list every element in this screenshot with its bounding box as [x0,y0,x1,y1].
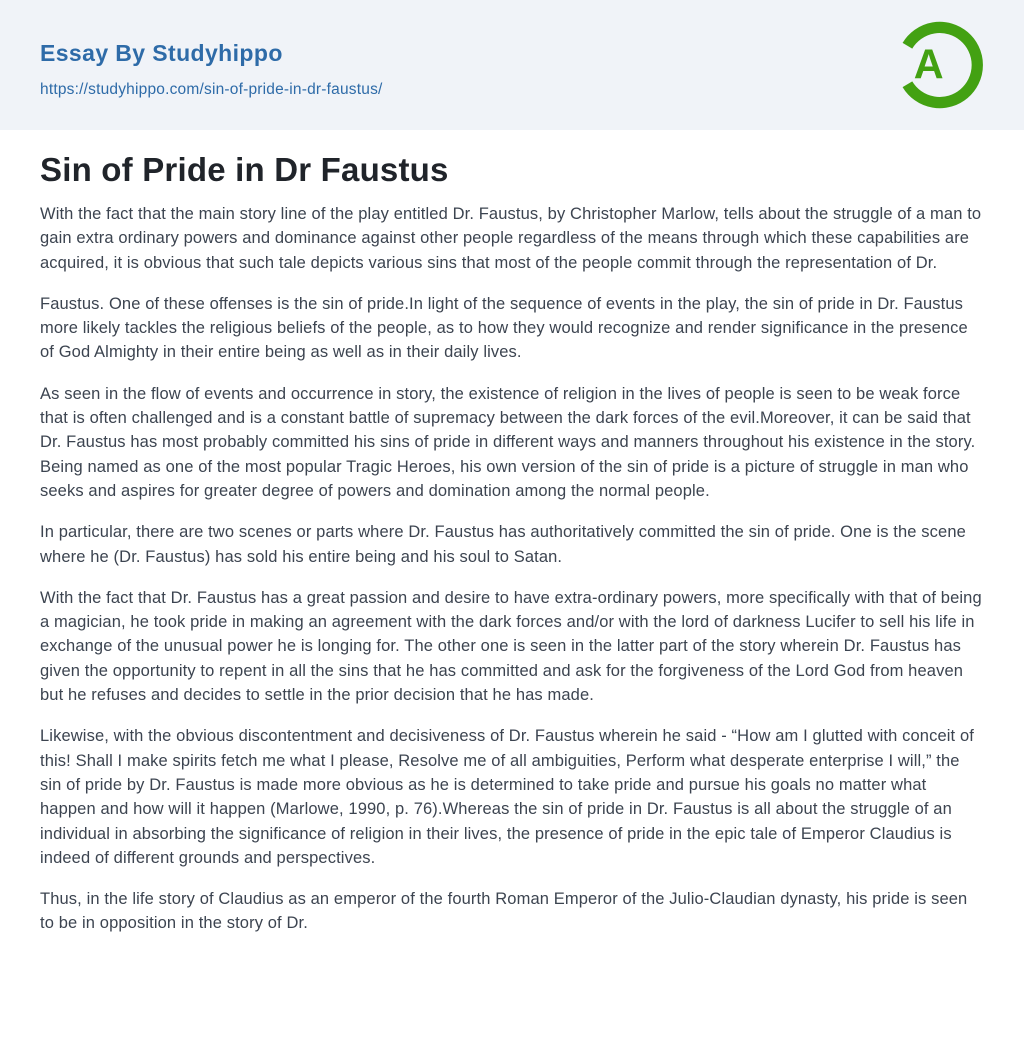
essay-paragraph: Faustus. One of these offenses is the sin of pride.In light of the sequence of events in the play, the sin of pride in Dr. Faustus more likely tackles the religious beliefs of the people, as to how they would recognize and render significance in the presence of God Almighty in their entire being as well as in their daily lives. [40,294,968,362]
essay-paragraph: With the fact that the main story line of the play entitled Dr. Faustus, by Christopher Marlow, tells about the struggle of a man to gain extra ordinary powers and dominance against other people regardless of the means through which these capabilities are acquired, it is obvious that such tale depicts various sins that most of the people commit through the representation of Dr. [40,205,982,272]
essay-content [0,130,1024,936]
essay-paragraph: As seen in the flow of events and occurrence in story, the existence of religion in the lives of people is seen to be weak force that is often challenged and is a constant battle of supremacy between the dark forces of the evil.Moreover, it can be said that Dr. Faustus has most probably committed his sins of pride in different ways and manners throughout his existence in the story. Being named as one of the most popular Tragic Heroes, his own version of the sin of pride is a picture of struggle in man who seeks and aspires for greater degree of powers and domination among the normal people. [40,384,976,500]
essay-paragraphs [40,202,984,936]
header-title: Essay By Studyhippo [40,39,283,66]
source-url-link[interactable]: https://studyhippo.com/sin-of-pride-in-dr-faustus/ [40,80,383,98]
essay-title: Sin of Pride in Dr Faustus [40,151,449,188]
essay-paragraph: With the fact that Dr. Faustus has a great passion and desire to have extra-ordinary powers, more specifically with that of being a magician, he took pride in making an agreement with the dark forces and/or with the lord of darkness Lucifer to sell his life in exchange of the unusual power he is longing for. The other one is seen in the latter part of the story wherein Dr. Faustus has given the opportunity to repent in all the sins that he has committed and ask for the forgiveness of the Lord God from heaven but he refuses and decides to settle in the prior decision that he has made. [40,588,982,705]
essay-paragraph: Likewise, with the obvious discontentment and decisiveness of Dr. Faustus wherein he said - “How am I glutted with conceit of this! Shall I make spirits fetch me what I please, Resolve me of all ambiguities, Perform what desperate enterprise I will,” the sin of pride by Dr. Faustus is made more obvious as he is determined to take pride and pursue his goals no matter what happen and how will it happen (Marlowe, 1990, p. 76).Whereas the sin of pride in Dr. Faustus is all about the struggle of an individual in absorbing the significance of religion in their lives, the presence of pride in the epic tale of Emperor Claudius is indeed of different grounds and perspectives. [40,727,974,867]
header [0,0,1024,130]
essay-paragraph: Thus, in the life story of Claudius as an emperor of the fourth Roman Emperor of the Julio-Claudian dynasty, his pride is seen to be in opposition in the story of Dr. [40,890,968,933]
essay-paragraph: In particular, there are two scenes or parts where Dr. Faustus has authoritatively committed the sin of pride. One is the scene where he (Dr. Faustus) has sold his entire being and his soul to Satan. [40,523,966,566]
studyhippo-logo-icon [892,18,986,112]
logo-letter: A [913,41,944,88]
header-text-block [40,32,383,99]
